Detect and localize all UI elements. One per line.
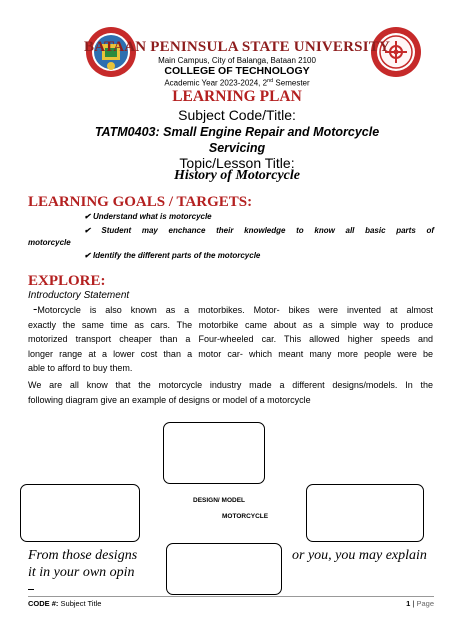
closing-text-line2: it in your own opin [28, 565, 135, 580]
goal-item-3 [84, 251, 260, 260]
academic-year-sup: nd [267, 78, 274, 84]
diagram-center-line1: DESIGN/ MODEL [193, 497, 246, 504]
closing-text-right: or you, you may explain [292, 548, 427, 563]
goal-text-3: Identify the different parts of the motorcycle [92, 251, 261, 260]
subject-label: Subject Code/Title: [178, 107, 296, 123]
footer-rule [28, 596, 434, 597]
footer-page-number: 1 [406, 599, 411, 608]
diagram-box-left [20, 484, 140, 542]
diagram-box-right [306, 484, 424, 542]
subject-title-line1: TATM0403: Small Engine Repair and Motorcycle [94, 125, 380, 139]
footer-page-word: Page [416, 599, 434, 608]
para1-dash: - [33, 301, 38, 316]
check-icon: ✔ [84, 212, 91, 221]
footer-code [28, 599, 101, 608]
closing-text-left: From those designs [28, 548, 138, 563]
goal-item-2 [84, 226, 434, 235]
para1-line-3: motorized transport cheaper than a Four-wheeled car. This allowed higher speeds and [28, 334, 433, 344]
check-icon: ✔ [84, 226, 91, 235]
para2-line-1: We are all know that the motorcycle industry made a different designs/models. In the [28, 380, 433, 390]
academic-year [0, 78, 474, 88]
goal-item-1 [84, 212, 212, 221]
check-icon: ✔ [84, 251, 91, 260]
footer-page-separator: | [412, 599, 415, 608]
introductory-statement-heading: Introductory Statement [28, 290, 130, 301]
university-name: BATAAN PENINSULA STATE UNIVERSITY [84, 39, 390, 55]
para2-line-2: following diagram give an example of designs or model of a motorcycle [28, 394, 311, 405]
footer-code-label: CODE #: [28, 599, 59, 608]
footer-page [406, 599, 434, 608]
learning-plan-title: LEARNING PLAN [172, 88, 302, 105]
diagram-box-bottom [166, 543, 282, 595]
para1-line-2: exactly the same time as cars. The motorbike came about as a simple way to produce [28, 319, 433, 330]
explore-paragraph-1 [28, 302, 433, 376]
goals-heading: LEARNING GOALS / TARGETS: [28, 194, 253, 210]
para1-line-1 [28, 302, 433, 318]
diagram-box-top [163, 422, 265, 484]
goal-text-1: Understand what is motorcycle [92, 212, 212, 221]
goal-text-2: Student may enchance their knowledge to know all basic parts of [101, 226, 434, 235]
para1-line-4: longer range at a lower cost than a motor car- which meant many more people were be [28, 348, 433, 359]
topic-label: Topic/Lesson Title: [179, 155, 295, 171]
explore-heading: EXPLORE: [28, 273, 106, 289]
topic-title: History of Motorcycle [174, 168, 300, 183]
subject-title-line2: Servicing [208, 141, 266, 155]
campus-address: Main Campus, City of Balanga, Bataan 2100 [158, 56, 316, 65]
footer-subject: Subject Title [60, 599, 102, 608]
explore-paragraph-2 [28, 378, 433, 407]
para1-line-5: able to afford to buy them. [28, 363, 133, 373]
para1-line-1-text: Motorcycle is also known as a motorbikes. Motor- bikes were invented at almost [37, 305, 433, 315]
academic-year-semester: Semester [273, 78, 310, 88]
diagram-center-line2: MOTORCYCLE [222, 513, 269, 520]
academic-year-text: Academic Year 2023-2024, 2 [164, 78, 268, 88]
goal-item-2-continuation: motorcycle [28, 238, 71, 247]
small-underline-mark [28, 589, 34, 590]
subject-title [0, 124, 474, 156]
college-name: COLLEGE OF TECHNOLOGY [164, 65, 310, 77]
